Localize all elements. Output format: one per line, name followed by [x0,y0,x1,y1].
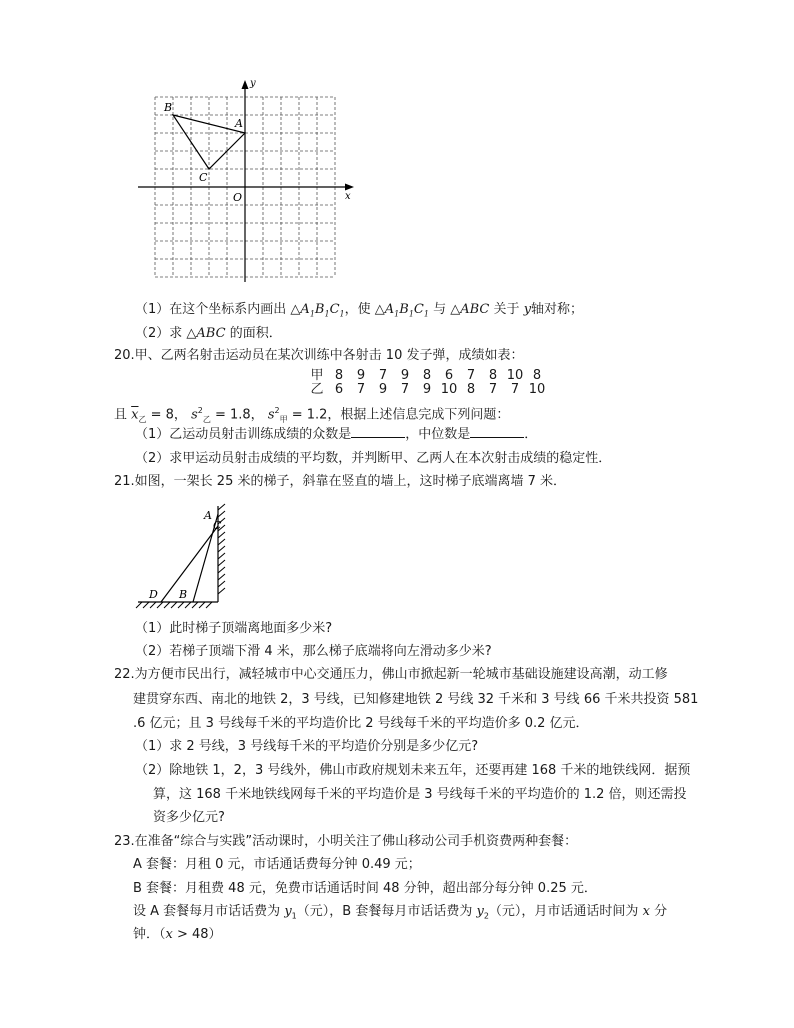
q21-part2: （2）若梯子顶端下滑 4 米，那么梯子底端将向左滑动多少米? [135,644,492,659]
q21-intro: 21.如图，一架长 25 米的梯子，斜靠在竖直的墙上，这时梯子底端离墙 7 米． [114,474,567,489]
hatch-mark [199,602,205,608]
q21-part1: （1）此时梯子顶端离地面多少米? [135,621,333,636]
tri-label: △A [374,302,395,317]
var-y: y [284,904,292,919]
q23-define-1 [133,902,667,927]
q20-part2: （2）求甲运动员射击成绩的平均数，并判断甲、乙两人在本次射击成绩的稳定性． [135,451,612,466]
label-c: C [213,519,222,532]
q20-score-table [306,369,548,397]
q20-intro: 20.甲、乙两名射击运动员在某次训练中各射击 10 发子弹，成绩如表： [114,348,524,363]
hatch-mark [171,602,177,608]
hatch-mark [218,567,225,573]
q19-p1-mid: ，使 [344,302,371,317]
q20-p1-pre: （1）乙运动员射击训练成绩的众数是 [135,427,352,442]
d1-end: 分 [654,904,668,919]
triangle-a1b1c1-2: $\triangle A_1B_1C_1$ [374,302,429,319]
q19-p2-end: 的面积． [229,326,282,341]
score-row-jia [306,369,548,383]
hatch-mark [218,504,225,510]
q23-define-2 [133,925,222,945]
q22-line3: .6 亿元；且 3 号线每千米的平均造价比 2 号线每千米的平均造价多 0.2 亿元． [133,716,589,731]
d2-gt: > 48） [172,927,222,942]
triangle-abc-label: △ABC [450,302,490,317]
hatch-mark [218,511,225,517]
answer-blank-median[interactable] [470,425,524,438]
hatch-mark [218,539,225,545]
var-y: y [476,904,484,919]
hatch-mark [150,602,156,608]
score-cell: 10 [440,382,458,397]
score-cell: 9 [422,382,432,397]
q22-part2-line2: 算，这 168 千米地铁线网每千米的平均造价是 3 号线每千米的平均造价的 1.2 倍，则还需投 [153,787,687,802]
hatch-mark [178,602,184,608]
cond-eq3: = 1.2，根据上述信息完成下列问题： [291,407,510,423]
hatch-mark [192,602,198,608]
wall-hatch [218,504,225,594]
sub-2: 2 [483,911,489,921]
hatch-mark [218,553,225,559]
score-cell: 9 [356,368,366,383]
q22-part2-line1: （2）除地铁 1，2，3 号线外，佛山市政府规划未来五年，还要再建 168 千米的地铁线网．据预 [135,763,691,778]
q23-intro: 23.在准备“综合与实践”活动课时，小明关注了佛山移动公司手机资费两种套餐： [114,834,578,849]
score-cell: 8 [488,368,498,383]
q20-p1-mid: ，中位数是 [405,427,471,442]
s-symbol: s [191,407,198,423]
q23-plan-b: B 套餐：月租费 48 元，免费市话通话时间 48 分钟，超出部分每分钟 0.25 元． [133,881,597,896]
hatch-mark [218,581,225,587]
var-x: x [165,927,173,942]
hatch-mark [157,602,163,608]
q19-part1 [135,300,583,325]
score-row-yi [306,383,548,397]
score-cell: 7 [488,382,498,397]
score-cell: 8 [422,368,432,383]
sub-1: 1 [291,911,297,921]
score-cell: 7 [466,368,476,383]
sup-2: 2 [197,406,203,415]
x-axis-arrow [345,184,354,191]
label-b: B [164,101,173,114]
q23-plan-a: A 套餐：月租 0 元，市话通话费每分钟 0.49 元； [133,857,421,872]
score-cell: 8 [532,368,542,383]
d1-mid: （元），B 套餐每月市话话费为 [296,904,473,919]
q19-p2-pre: （2）求 [135,326,183,341]
hatch-mark [164,602,170,608]
q20-p1-end: ． [524,427,538,442]
axis-y: y [523,302,532,317]
s-symbol: s [267,407,275,423]
row-label: 甲 [310,368,324,383]
cond-pre: 且 [114,407,128,423]
score-cell: 7 [400,382,410,397]
q19-p1-with: 与 [433,302,447,317]
score-cell: 7 [356,382,366,397]
q19-p1-post: 关于 [493,302,520,317]
ground-hatch [136,602,212,608]
q20-part1 [135,425,537,445]
var-x: x [642,904,650,919]
hatch-mark [136,602,142,608]
hatch-mark [185,602,191,608]
score-cell: 8 [334,368,344,383]
score-cell: 10 [528,382,546,397]
q22-line2: 建贯穿东西、南北的地铁 2，3 号线，已知修建地铁 2 号线 32 千米和 3 号线 66 千米共投资 581 [133,692,699,707]
q22-part1: （1）求 2 号线，3 号线每千米的平均造价分别是多少亿元? [135,739,479,754]
sup-2: 2 [274,406,280,415]
tri-label: △A [290,302,310,317]
label-x: x [345,191,351,202]
q19-p1-end: 轴对称； [531,302,584,317]
hatch-mark [218,574,225,580]
sub-jia: 甲 [279,414,288,424]
answer-blank-mode[interactable] [351,425,405,438]
score-cell: 7 [378,368,388,383]
ladder-figure [135,503,230,610]
cond-eq2: = 1.8， [214,407,264,423]
hatch-mark [218,546,225,552]
triangle-abc-label: △ABC [186,326,226,341]
cond-eq1: = 8， [150,407,187,423]
ladder-dc [161,526,218,602]
score-cell: 9 [400,368,410,383]
y-axis-arrow [242,80,249,89]
q19-p1-pre: （1）在这个坐标系内画出 [135,302,287,317]
d1-pre: 设 A 套餐每月市话话费为 [133,904,281,919]
score-cell: 6 [334,382,344,397]
q19-part2 [135,324,282,344]
score-cell: 7 [510,382,520,397]
d1-post: （元），月市话通话时间为 [488,904,639,919]
hatch-mark [218,560,225,566]
coordinate-figure [135,78,360,283]
label-d: D [149,588,158,601]
row-label: 乙 [310,382,324,397]
sub-yi: 乙 [138,414,147,424]
q22-line1: 22.为方便市民出行，减轻城市中心交通压力，佛山市掀起新一轮城市基础设施建设高潮，动工修 [114,667,668,682]
label-o: O [233,191,243,204]
score-cell: 8 [466,382,476,397]
label-c: C [199,171,208,184]
hatch-mark [143,602,149,608]
sub-yi: 乙 [202,414,211,424]
hatch-mark [218,588,225,594]
label-y: y [250,78,256,89]
score-cell: 9 [378,382,388,397]
hatch-mark [206,602,212,608]
score-cell: 10 [506,368,524,383]
q22-part2-line3: 资多少亿元? [153,810,225,825]
label-a: A [204,509,212,522]
triangle-a1b1c1: $\triangle A_1B_1C_1$ [290,302,345,319]
score-cell: 6 [444,368,454,383]
d2-pre: 钟．（ [133,927,166,942]
hatch-mark [218,532,225,538]
label-b: B [179,588,188,601]
label-a: A [235,117,243,130]
x-bar: $\overline{x}$ [131,407,139,423]
